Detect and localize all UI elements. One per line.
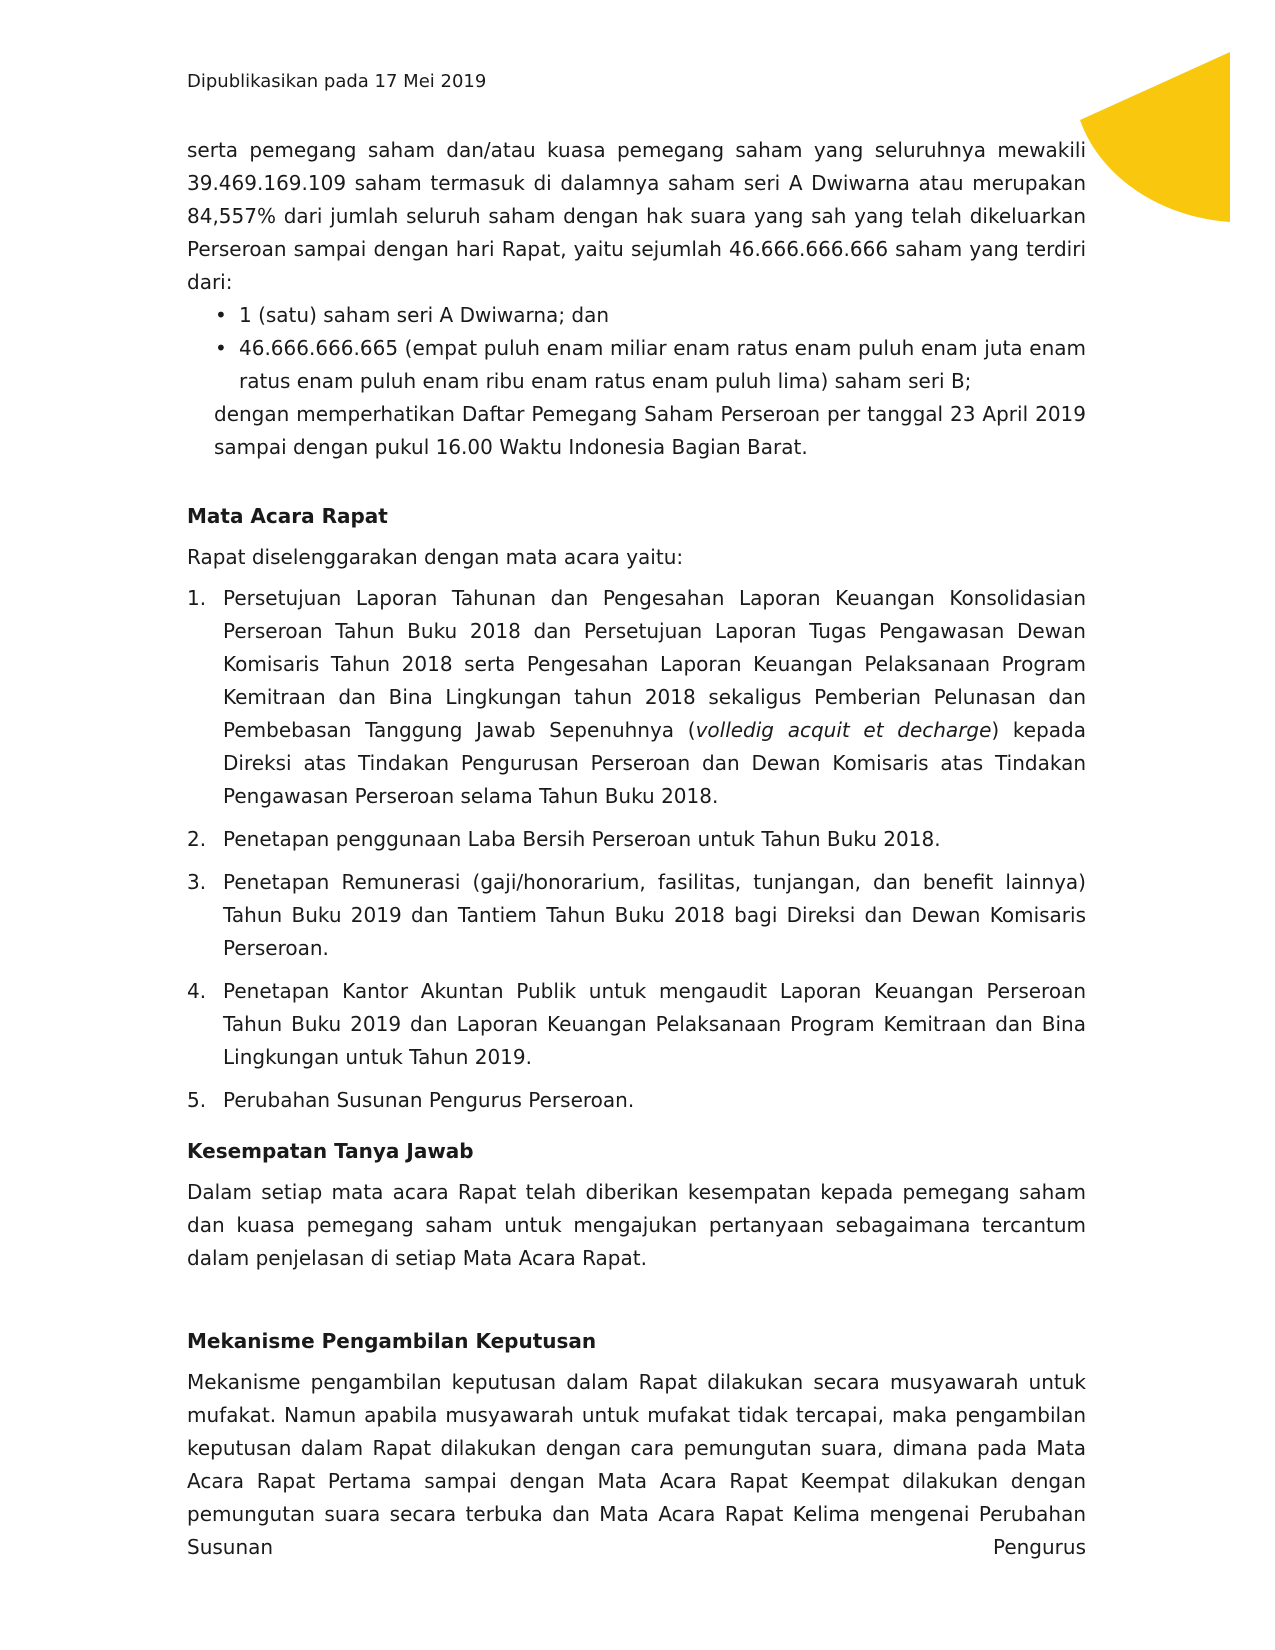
agenda-item-text-after: ) kepada Direksi atas Tindakan Pengurusan Perseroan dan Dewan Komisaris atas Tindakan Pengawasan Perseroan selama Tahun Buku 2018. (223, 718, 1086, 808)
agenda-item-text: Penetapan penggunaan Laba Bersih Perseroan untuk Tahun Buku 2018. (223, 827, 941, 851)
agenda-item-number: 5. (187, 1088, 207, 1112)
agenda-item-number: 4. (187, 979, 207, 1003)
document-body (187, 134, 1086, 1564)
list-item (187, 299, 1086, 332)
bullet-icon: • (215, 336, 227, 360)
agenda-item-text: Perubahan Susunan Pengurus Perseroan. (223, 1088, 635, 1112)
intro-closing: dengan memperhatikan Daftar Pemegang Saham Perseroan per tanggal 23 April 2019 sampai dengan pukul 16.00 Waktu Indonesia Bagian Barat. (214, 402, 1086, 459)
agenda-item-number: 2. (187, 827, 207, 851)
decision-heading: Mekanisme Pengambilan Keputusan (187, 1329, 597, 1353)
bullet-icon: • (215, 303, 227, 327)
agenda-item (187, 1084, 1086, 1117)
agenda-item-text: Penetapan Kantor Akuntan Publik untuk mengaudit Laporan Keuangan Perseroan Tahun Buku 2019 dan Laporan Keuangan Pelaksanaan Program Kemitraan dan Bina Lingkungan untuk Tahun 2019. (223, 979, 1086, 1069)
agenda-item-text: Persetujuan Laporan Tahunan dan Pengesahan Laporan Keuangan Konsolidasian Perseroan Tahun Buku 2018 dan Persetujuan Laporan Tugas Pengawasan Dewan Komisaris Tahun 2018 serta Pengesahan Laporan Keuangan Pelaksanaan Program Kemitraan dan Bina Lingkungan tahun 2018 sekaligus Pemberian Pelunasan dan Pembebasan Tanggung Jawab Sepenuhnya ( (223, 586, 1086, 742)
agenda-item (187, 823, 1086, 856)
agenda-item-number: 3. (187, 870, 207, 894)
decision-paragraph: Mekanisme pengambilan keputusan dalam Rapat dilakukan secara musyawarah untuk mufakat. Namun apabila musyawarah untuk mufakat tidak tercapai, maka pengambilan keputusan dalam Rapat dilakukan dengan cara pemungutan suara, dimana pada Mata Acara Rapat Pertama sampai dengan Mata Acara Rapat Keempat dilakukan dengan pemungutan suara secara terbuka dan Mata Acara Rapat Kelima mengenai Perubahan Susunan Pengurus (187, 1370, 1086, 1559)
agenda-item-text: Penetapan Remunerasi (gaji/honorarium, fasilitas, tunjangan, dan benefit lainnya) Tahun Buku 2019 dan Tantiem Tahun Buku 2018 bagi Direksi dan Dewan Komisaris Perseroan. (223, 870, 1086, 960)
qa-heading: Kesempatan Tanya Jawab (187, 1139, 474, 1163)
agenda-item (187, 582, 1086, 813)
share-series-list (187, 299, 1086, 398)
agenda-item-number: 1. (187, 586, 207, 610)
list-item-text: 1 (satu) saham seri A Dwiwarna; dan (239, 303, 610, 327)
publication-date: Dipublikasikan pada 17 Mei 2019 (187, 71, 487, 92)
agenda-list (187, 582, 1086, 1117)
agenda-item-italic: volledig acquit et decharge (695, 718, 992, 742)
qa-paragraph: Dalam setiap mata acara Rapat telah diberikan kesempatan kepada pemegang saham dan kuasa pemegang saham untuk mengajukan pertanyaan sebagaimana tercantum dalam penjelasan di setiap Mata Acara Rapat. (187, 1180, 1086, 1270)
yellow-corner-decoration (1080, 52, 1230, 222)
agenda-item (187, 975, 1086, 1074)
agenda-heading: Mata Acara Rapat (187, 504, 388, 528)
list-item-text: 46.666.666.665 (empat puluh enam miliar enam ratus enam puluh enam juta enam ratus enam puluh enam ribu enam ratus enam puluh lima) saham seri B; (239, 336, 1086, 393)
agenda-item (187, 866, 1086, 965)
yellow-corner-shape (1080, 52, 1230, 222)
list-item (187, 332, 1086, 398)
intro-paragraph: serta pemegang saham dan/atau kuasa pemegang saham yang seluruhnya mewakili 39.469.169.109 saham termasuk di dalamnya saham seri A Dwiwarna atau merupakan 84,557% dari jumlah seluruh saham dengan hak suara yang sah yang telah dikeluarkan Perseroan sampai dengan hari Rapat, yaitu sejumlah 46.666.666.666 saham yang terdiri dari: (187, 138, 1086, 294)
agenda-intro: Rapat diselenggarakan dengan mata acara yaitu: (187, 545, 684, 569)
